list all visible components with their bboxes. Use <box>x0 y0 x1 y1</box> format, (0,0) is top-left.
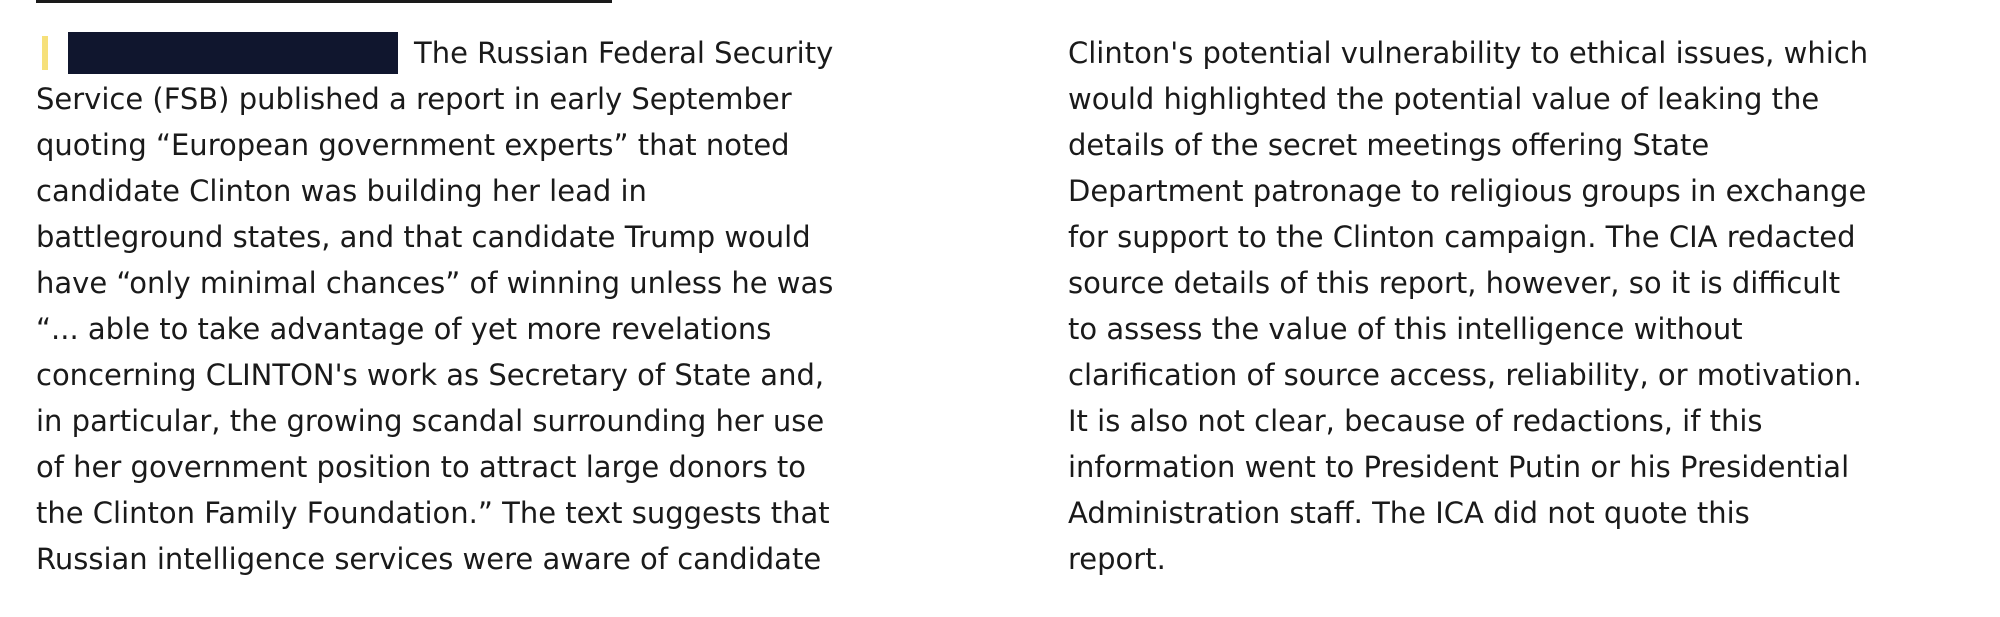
text-line: Clinton's potential vulnerability to ethical issues, which <box>1068 36 1869 70</box>
text-line: candidate Clinton was building her lead in <box>36 174 647 208</box>
left-column <box>36 30 833 582</box>
text-line: Russian intelligence services were aware of candidate <box>36 542 822 576</box>
text-line: “... able to take advantage of yet more revelations <box>36 312 772 346</box>
text-line: information went to President Putin or his Presidential <box>1068 450 1850 484</box>
text-line: Administration staff. The ICA did not quote this <box>1068 496 1750 530</box>
text-line: It is also not clear, because of redactions, if this <box>1068 404 1763 438</box>
text-line: concerning CLINTON's work as Secretary of State and, <box>36 358 825 392</box>
text-line: would highlighted the potential value of leaking the <box>1068 82 1820 116</box>
text-line: details of the secret meetings offering State <box>1068 128 1710 162</box>
text-line: battleground states, and that candidate Trump would <box>36 220 811 254</box>
text-line: have “only minimal chances” of winning unless he was <box>36 266 834 300</box>
text-line: of her government position to attract large donors to <box>36 450 807 484</box>
top-rule <box>36 0 612 3</box>
text-line: report. <box>1068 542 1166 576</box>
redaction-block <box>68 32 398 74</box>
highlight-mark <box>42 36 48 70</box>
text-line: in particular, the growing scandal surrounding her use <box>36 404 825 438</box>
text-line: Service (FSB) published a report in early September <box>36 82 792 116</box>
text-line: Department patronage to religious groups in exchange <box>1068 174 1867 208</box>
text-line: The Russian Federal Security <box>414 36 834 70</box>
text-line: for support to the Clinton campaign. The CIA redacted <box>1068 220 1856 254</box>
paragraph-first-line <box>36 30 833 76</box>
right-column <box>1068 30 1868 582</box>
text-line: the Clinton Family Foundation.” The text suggests that <box>36 496 830 530</box>
text-line: clarification of source access, reliability, or motivation. <box>1068 358 1862 392</box>
text-line: quoting “European government experts” that noted <box>36 128 790 162</box>
text-line: source details of this report, however, so it is difficult <box>1068 266 1841 300</box>
text-line: to assess the value of this intelligence without <box>1068 312 1743 346</box>
